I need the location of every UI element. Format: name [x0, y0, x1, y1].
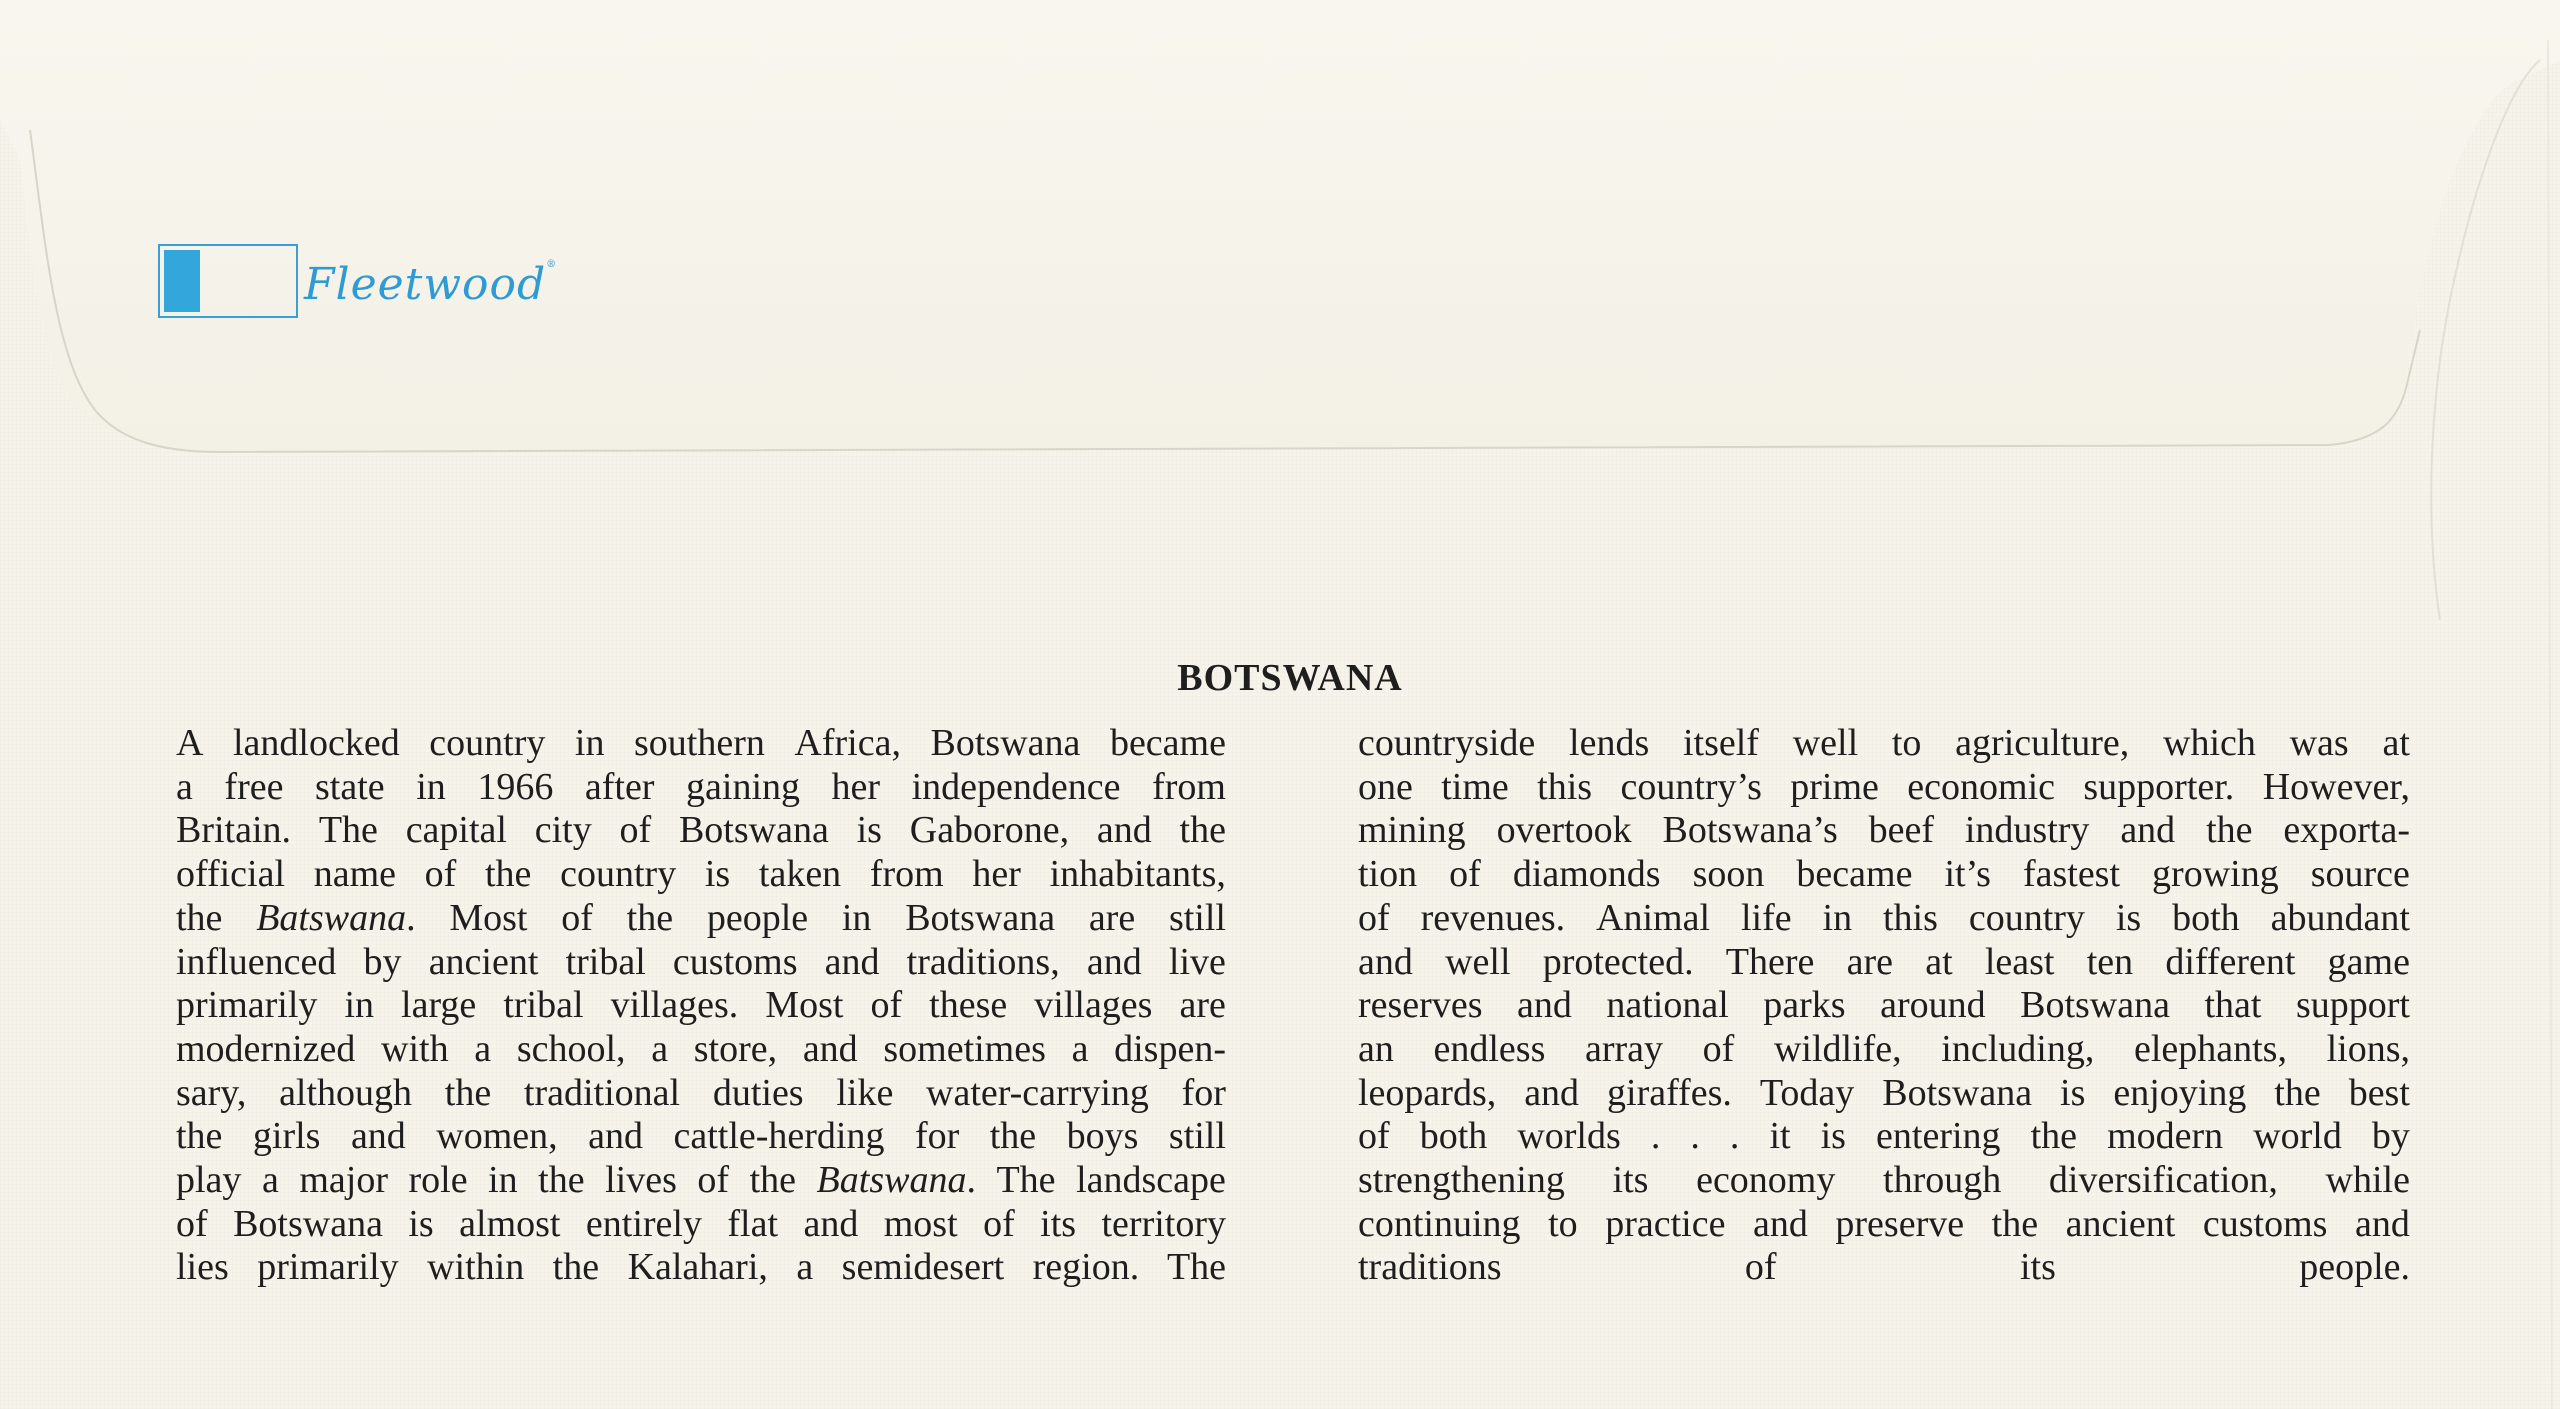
text-line: and well protected. There are at least ten different game [1358, 940, 2410, 983]
text-line: strengthening its economy through diversification, while [1358, 1159, 2410, 1202]
text-line: a free state in 1966 after gaining her independence from [176, 765, 1226, 808]
text-line: of Botswana is almost entirely flat and most of its territory [176, 1202, 1226, 1245]
text-line: modernized with a school, a store, and sometimes a dispen- [176, 1027, 1226, 1070]
text-line: reserves and national parks around Botswana that support [1358, 984, 2410, 1027]
text-line: countryside lends itself well to agriculture, which was at [1358, 722, 2410, 764]
text-line: Britain. The capital city of Botswana is Gaborone, and the [176, 809, 1226, 852]
text-line: sary, although the traditional duties like water-carrying for [176, 1071, 1226, 1114]
text-line: continuing to practice and preserve the ancient customs and [1358, 1202, 2410, 1245]
text-line: primarily in large tribal villages. Most of these villages are [176, 984, 1226, 1027]
text-line: traditions of its people. [1358, 1246, 2411, 1289]
text-line: influenced by ancient tribal customs and traditions, and live [176, 940, 1226, 983]
logo-wordmark: Fleetwood® [304, 259, 558, 310]
text-line: an endless array of wildlife, including, elephants, lions, [1358, 1027, 2410, 1070]
logo-box-icon [158, 244, 298, 318]
text-line: play a major role in the lives of the Batswana. The landscape [176, 1159, 1226, 1202]
text-line: the Batswana. Most of the people in Botswana are still [176, 896, 1226, 939]
text-line: mining overtook Botswana’s beef industry and the exporta- [1358, 809, 2410, 852]
text-line: official name of the country is taken from her inhabitants, [176, 853, 1226, 896]
text-line: of revenues. Animal life in this country is both abundant [1358, 896, 2410, 939]
text-line: of both worlds . . . it is entering the modern world by [1358, 1115, 2410, 1158]
text-line: lies primarily within the Kalahari, a semidesert region. The [176, 1246, 1227, 1289]
fleetwood-logo [158, 244, 557, 318]
text-line: one time this country’s prime economic supporter. However, [1358, 765, 2410, 808]
text-line: leopards, and giraffes. Today Botswana is enjoying the best [1358, 1071, 2410, 1114]
article-right-column [1358, 722, 2410, 1290]
text-line: the girls and women, and cattle-herding for the boys still [176, 1115, 1226, 1158]
article-left-column [176, 722, 1226, 1290]
text-line: tion of diamonds soon became it’s fastest growing source [1358, 853, 2410, 896]
article-title: BOTSWANA [1177, 657, 1403, 699]
text-line: A landlocked country in southern Africa, Botswana became [176, 722, 1226, 764]
